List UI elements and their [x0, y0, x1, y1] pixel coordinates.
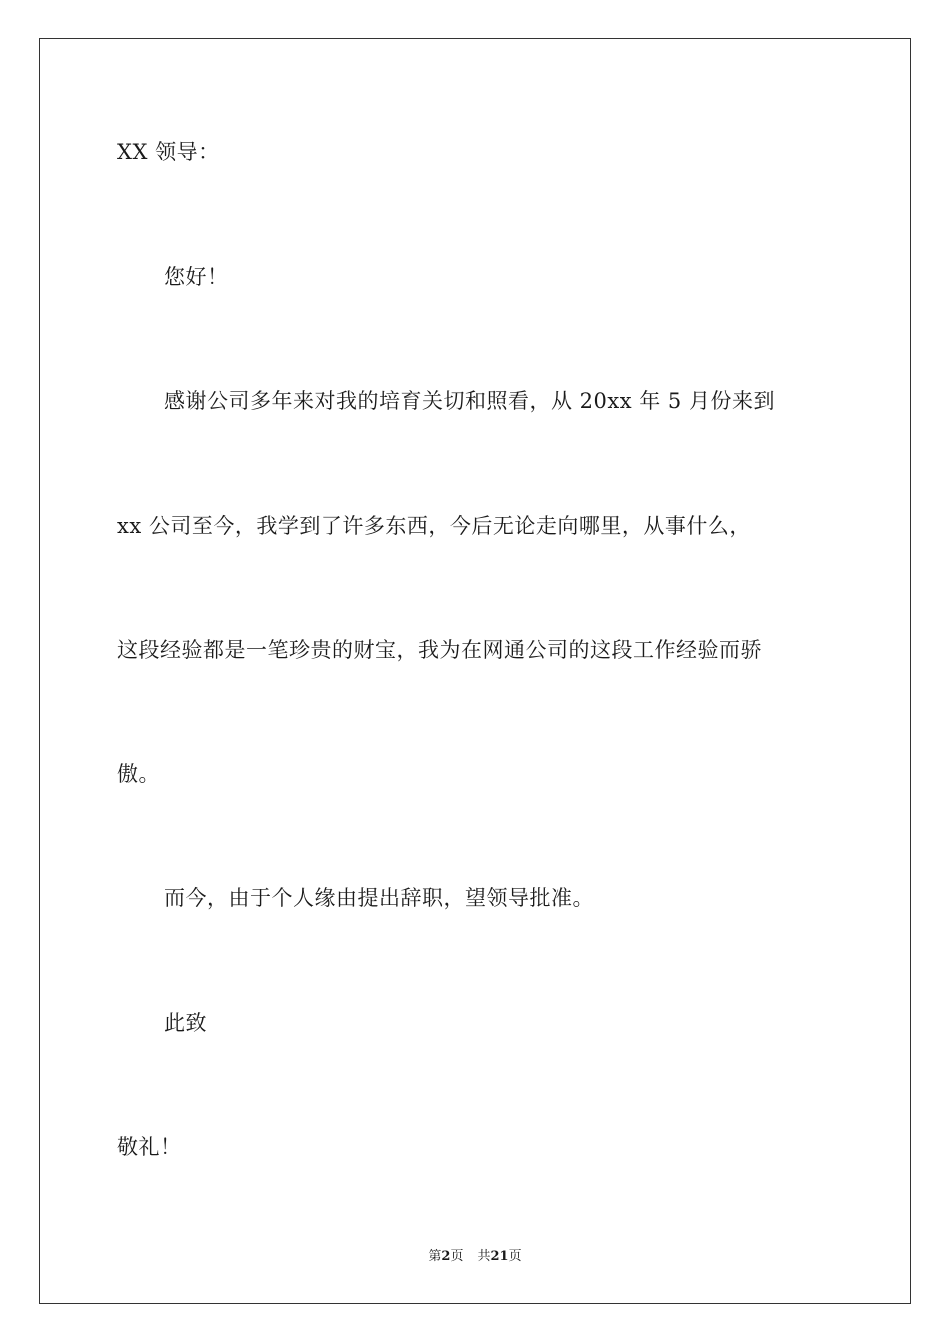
page-total: 21: [490, 1249, 509, 1264]
paragraph2: 而今，由于个人缘由提出辞职，望领导批准。: [164, 886, 594, 910]
page-current: 2: [441, 1249, 451, 1264]
total-prefix: 共: [477, 1249, 491, 1264]
paragraph1-line4: 傲。: [117, 762, 160, 786]
paragraph1-line2: xx 公司至今，我学到了许多东西，今后无论走向哪里，从事什么，: [117, 514, 751, 538]
closing-line1: 此致: [164, 1011, 207, 1035]
page-number-footer: [0, 1248, 950, 1266]
greeting: 您好！: [164, 265, 229, 289]
page-prefix: 第: [428, 1249, 442, 1264]
salutation: XX 领导：: [117, 140, 220, 164]
total-suffix: 页: [508, 1249, 522, 1264]
paragraph1-line3: 这段经验都是一笔珍贵的财宝，我为在网通公司的这段工作经验而骄: [117, 638, 762, 662]
page-border: [39, 38, 911, 1304]
closing-line2: 敬礼！: [117, 1135, 182, 1159]
page-suffix: 页: [450, 1249, 464, 1264]
paragraph1-line1: 感谢公司多年来对我的培育关切和照看，从 20xx 年 5 月份来到: [164, 389, 775, 413]
